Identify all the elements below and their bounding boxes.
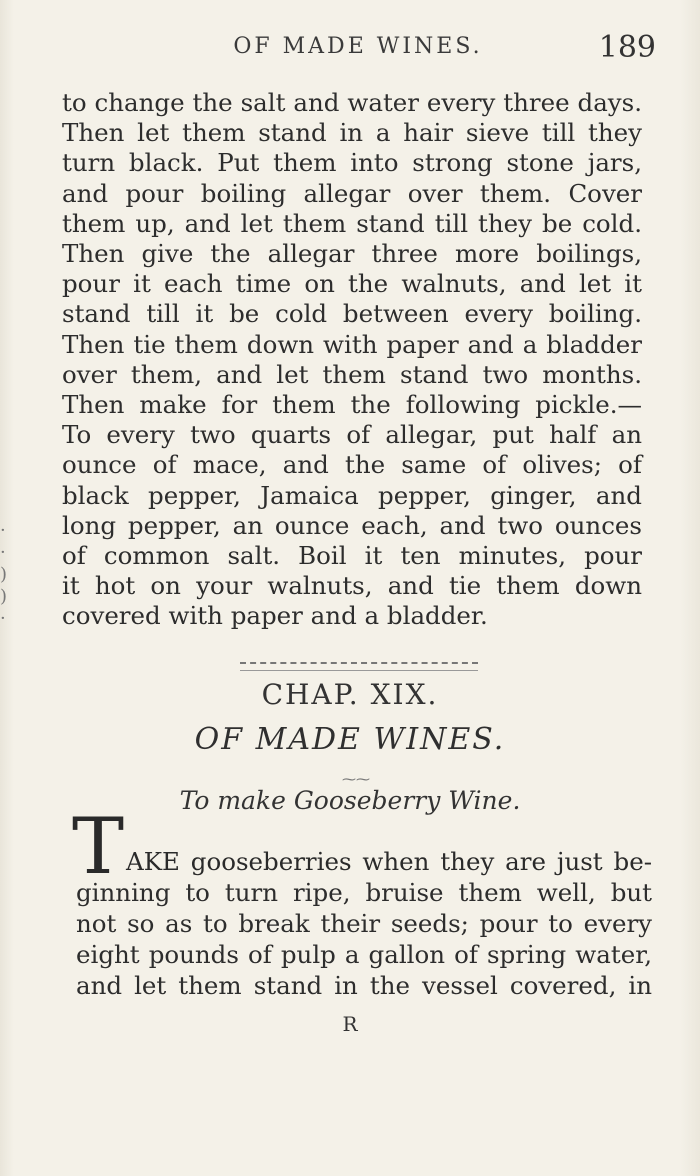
body-paragraph [62, 88, 642, 632]
recipe-first-line: AKE gooseberries when they are just be- [126, 847, 652, 876]
chapter-title: OF MADE WINES. [194, 722, 506, 757]
text-line: covered with paper and a bladder. [62, 601, 488, 631]
text-line: turn black. Put them into strong stone jars, [62, 148, 642, 178]
text-line: and let them stand in the vessel covered, in [76, 971, 652, 1000]
signature-mark: R [342, 1012, 358, 1036]
text-line: over them, and let them stand two months. [62, 359, 642, 389]
text-line: black pepper, Jamaica pepper, ginger, and [62, 480, 642, 510]
running-head: OF MADE WINES. [233, 34, 483, 59]
recipe-paragraph [76, 877, 652, 1001]
text-line: to change the salt and water every three days. [62, 88, 642, 117]
text-line: ginning to turn ripe, bruise them well, but [76, 878, 652, 907]
text-line: and pour boiling allegar over them. Cover [62, 178, 642, 208]
drop-cap: T [72, 802, 125, 892]
text-line: ounce of mace, and the same of olives; of [62, 450, 642, 480]
section-divider [240, 662, 478, 671]
recipe-title: To make Gooseberry Wine. [179, 786, 521, 815]
text-line: To every two quarts of allegar, put half an [62, 420, 642, 450]
ornament-divider: ⁓⁓ [342, 772, 370, 788]
text-line: stand till it be cold between every boiling. [62, 299, 642, 329]
text-line: Then let them stand in a hair sieve till they [62, 118, 642, 148]
text-line: Then make for them the following pickle.— [62, 390, 642, 420]
text-line: it hot on your walnuts, and tie them down [62, 571, 642, 601]
text-line: them up, and let them stand till they be cold. [62, 208, 642, 238]
page-header [60, 30, 656, 74]
text-line: Then give the allegar three more boilings, [62, 239, 642, 269]
text-line: not so as to break their seeds; pour to every [76, 909, 652, 938]
chapter-number: CHAP. XIX. [261, 678, 439, 711]
text-line: long pepper, an ounce each, and two ounces [62, 510, 642, 540]
text-line: eight pounds of pulp a gallon of spring water, [76, 940, 652, 969]
text-line: Then tie them down with paper and a bladder [62, 329, 642, 359]
page-number: 189 [598, 30, 656, 65]
text-line: of common salt. Boil it ten minutes, pour [62, 541, 642, 571]
binding-edge-mark: · · ) ) · [0, 520, 8, 629]
text-line: pour it each time on the walnuts, and let it [62, 269, 642, 299]
